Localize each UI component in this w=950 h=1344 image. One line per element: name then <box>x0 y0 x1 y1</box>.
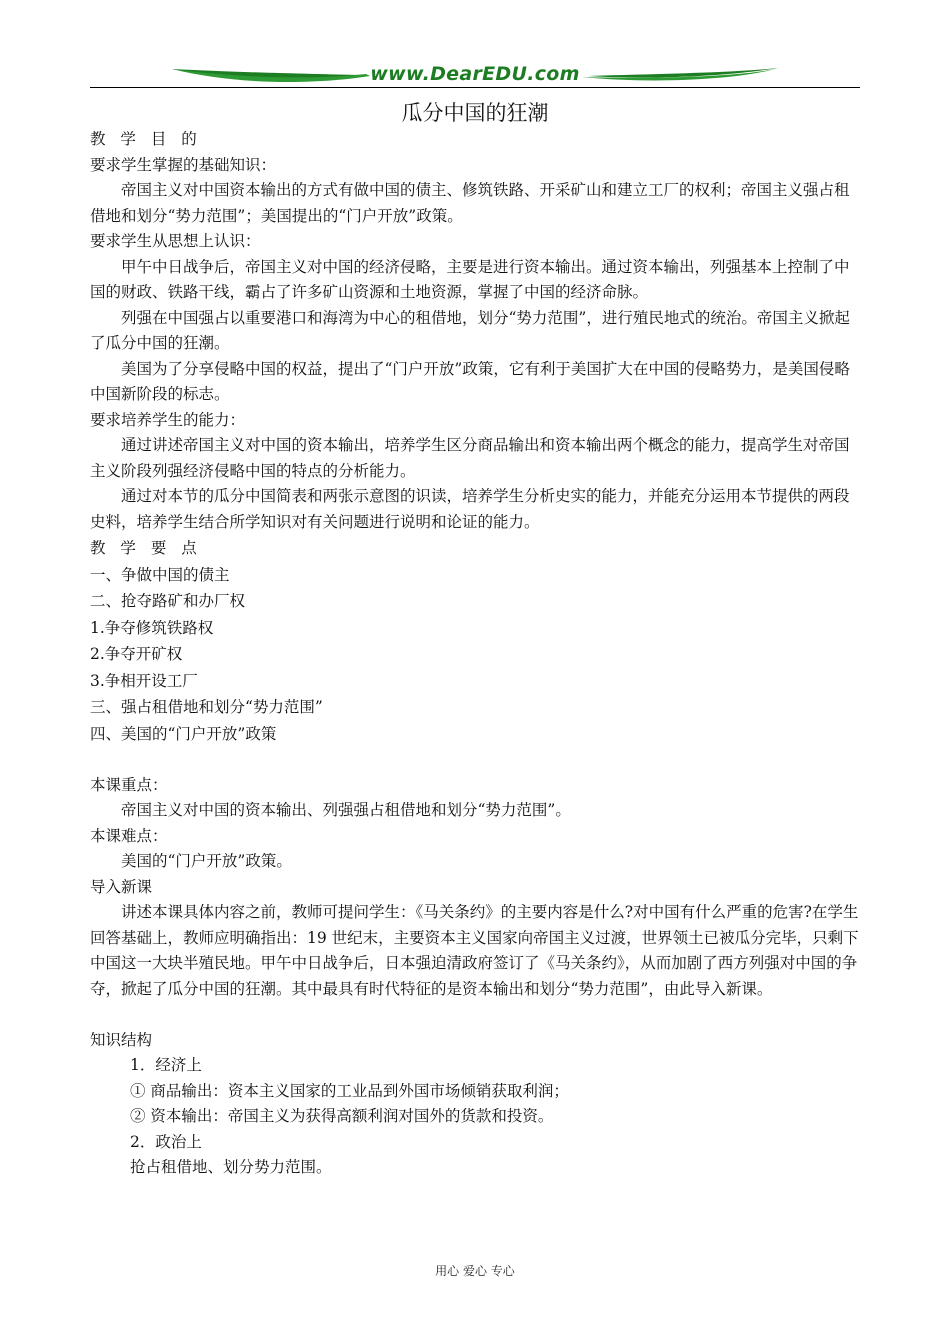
thought-paragraph: 甲午中日战争后，帝国主义对中国的经济侵略，主要是进行资本输出。通过资本输出，列强基本上控制了中国的财政、铁路干线，霸占了许多矿山资源和土地资源，掌握了中国的经济命脉。 <box>90 257 850 301</box>
document-body <box>90 127 860 1181</box>
key-point-heading: 本课重点： <box>90 775 168 794</box>
site-logo <box>170 60 780 88</box>
teaching-points <box>90 535 860 747</box>
ability-heading: 要求培养学生的能力： <box>90 410 246 429</box>
point-item: 2.争夺开矿权 <box>90 645 183 663</box>
thought-heading: 要求学生从思想上认识： <box>90 232 261 250</box>
intro-heading: 导入新课 <box>90 877 153 896</box>
point-item: 三、强占租借地和划分“势力范围” <box>90 698 323 716</box>
point-item: 二、抢夺路矿和办厂权 <box>90 592 246 610</box>
structure-heading: 知识结构 <box>90 1030 153 1049</box>
point-item: 一、争做中国的债主 <box>90 565 230 584</box>
structure-political-text: 抢占租借地、划分势力范围。 <box>130 1158 332 1176</box>
points-heading: 教 学 要 点 <box>90 539 202 557</box>
knowledge-paragraph: 帝国主义对中国资本输出的方式有做中国的债主、修筑铁路、开采矿山和建立工厂的权利；帝国主义强占租借地和划分“势力范围”；美国提出的“门户开放”政策。 <box>90 181 850 225</box>
structure-economic-item: ① 商品输出：资本主义国家的工业品到外国市场倾销获取利润； <box>130 1081 569 1100</box>
thought-paragraph: 美国为了分享侵略中国的权益，提出了“门户开放”政策，它有利于美国扩大在中国的侵略势力，是美国侵略中国新阶段的标志。 <box>90 359 850 403</box>
site-logo-text: www.DearEDU.com <box>370 63 580 85</box>
spacer <box>90 747 860 773</box>
difficult-point-heading: 本课难点： <box>90 826 168 845</box>
key-point-text: 帝国主义对中国的资本输出、列强强占租借地和划分“势力范围”。 <box>121 801 571 819</box>
point-item: 四、美国的“门户开放”政策 <box>90 724 277 743</box>
ability-paragraph: 通过对本节的瓜分中国简表和两张示意图的识读，培养学生分析史实的能力，并能充分运用本节提供的两段史料，培养学生结合所学知识对有关问题进行说明和论证的能力。 <box>90 487 850 531</box>
intro-paragraph: 讲述本课具体内容之前，教师可提问学生：《马关条约》的主要内容是什么?对中国有什么严重的危害?在学生回答基础上，教师应明确指出：19 世纪末，主要资本主义国家向帝国主义过渡，世界领土已被瓜分完毕，只剩下中国这一大块半殖民地。甲午中日战争后，日本强迫清政府签订了《马关条约》，从而加剧了西方列强对中国的争夺，掀起了瓜分中国的狂潮。其中最具有时代特征的是资本输出和划分“势力范围”，由此导入新课。 <box>90 903 859 998</box>
thought-paragraph: 列强在中国强占以重要港口和海湾为中心的租借地，划分“势力范围”，进行殖民地式的统治。帝国主义掀起了瓜分中国的狂潮。 <box>90 308 850 352</box>
spacer <box>90 1002 860 1028</box>
structure-economic-item: ② 资本输出：帝国主义为获得高额利润对国外的货款和投资。 <box>130 1107 554 1125</box>
knowledge-structure <box>90 1053 860 1181</box>
knowledge-heading: 要求学生掌握的基础知识： <box>90 155 277 174</box>
point-item: 3.争相开设工厂 <box>90 671 198 690</box>
document-title: 瓜分中国的狂潮 <box>401 101 549 125</box>
difficult-point-text: 美国的“门户开放”政策。 <box>121 852 292 870</box>
structure-economic-label: 1．经济上 <box>130 1056 202 1074</box>
page-footer: 用心 爱心 专心 <box>435 1264 515 1278</box>
objectives-heading: 教 学 目 的 <box>90 130 202 148</box>
ability-paragraph: 通过讲述帝国主义对中国的资本输出，培养学生区分商品输出和资本输出两个概念的能力，提高学生对帝国主义阶段列强经济侵略中国的特点的分析能力。 <box>90 436 850 480</box>
structure-political-label: 2．政治上 <box>130 1132 202 1151</box>
header-rule <box>90 87 860 88</box>
point-item: 1.争夺修筑铁路权 <box>90 618 214 637</box>
